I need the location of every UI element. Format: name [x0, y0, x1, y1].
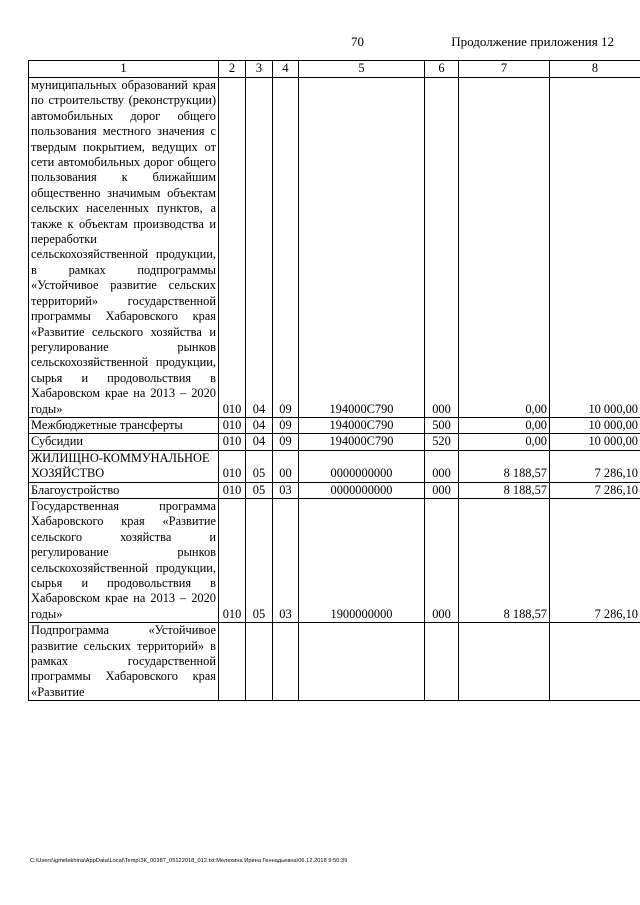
table-row	[29, 623, 640, 701]
subsection-code: 00	[273, 450, 299, 482]
target-article-code: 194000С790	[299, 78, 425, 418]
admin-code: 010	[219, 498, 246, 622]
amount-col8	[550, 623, 640, 701]
amount-col8: 10 000,00	[550, 78, 640, 418]
section-code: 04	[246, 417, 273, 433]
expense-type-code: 000	[425, 482, 459, 498]
admin-code: 010	[219, 434, 246, 450]
table-row	[29, 450, 640, 482]
section-code: 04	[246, 78, 273, 418]
expense-type-code	[425, 623, 459, 701]
subsection-code: 09	[273, 434, 299, 450]
amount-col7: 8 188,57	[459, 482, 550, 498]
column-header: 8	[550, 61, 640, 78]
amount-col7: 8 188,57	[459, 450, 550, 482]
row-name: Подпрограмма «Устойчивое развитие сельских территорий» в рамках государственной программы Хабаровского края «Развитие	[29, 623, 219, 701]
column-header: 3	[246, 61, 273, 78]
page-number: 70	[351, 34, 364, 49]
target-article-code: 0000000000	[299, 482, 425, 498]
budget-table	[28, 60, 640, 701]
amount-col8: 7 286,10	[550, 450, 640, 482]
subsection-code: 09	[273, 78, 299, 418]
column-header: 7	[459, 61, 550, 78]
expense-type-code: 000	[425, 498, 459, 622]
table-row	[29, 482, 640, 498]
section-code: 05	[246, 498, 273, 622]
row-name: Благоустройство	[29, 482, 219, 498]
column-header: 6	[425, 61, 459, 78]
table-body	[29, 78, 640, 701]
expense-type-code: 520	[425, 434, 459, 450]
file-path-footer: C:\Users\igmelekhina\AppData\Local\Temp\ЗК_00387_05122018_012.txt:Мелехина Ирина Геннадьевна\06.12.2018 9:50:39	[30, 858, 348, 864]
amount-col7: 0,00	[459, 434, 550, 450]
row-name: муниципальных образований края по строительству (реконструкции) автомобильных дорог общего пользования местного значения с твердым покрытием, ведущих от сети автомобильных дорог общего пользования к ближайшим общественно значимым объектам сельских населенных пунктов, а также к объектам производства и переработки сельскохозяйственной продукции, в рамках подпрограммы «Устойчивое развитие сельских территорий» государственной программы Хабаровского края «Развитие сельского хозяйства и регулирование рынков сельскохозяйственной продукции, сырья и продовольствия в Хабаровском крае на 2013 – 2020 годы»	[29, 78, 219, 418]
target-article-code: 194000С790	[299, 417, 425, 433]
column-header: 1	[29, 61, 219, 78]
amount-col8: 7 286,10	[550, 482, 640, 498]
column-header: 4	[273, 61, 299, 78]
target-article-code	[299, 623, 425, 701]
amount-col8: 10 000,00	[550, 434, 640, 450]
subsection-code: 09	[273, 417, 299, 433]
row-name: Межбюджетные трансферты	[29, 417, 219, 433]
amount-col7	[459, 623, 550, 701]
section-code: 04	[246, 434, 273, 450]
table-header-row	[29, 61, 640, 78]
subsection-code: 03	[273, 482, 299, 498]
section-code: 05	[246, 450, 273, 482]
admin-code	[219, 623, 246, 701]
page-header: Продолжение приложения 12	[451, 34, 614, 49]
row-name: ЖИЛИЩНО-КОММУНАЛЬНОЕ ХОЗЯЙСТВО	[29, 450, 219, 482]
column-header: 5	[299, 61, 425, 78]
target-article-code: 0000000000	[299, 450, 425, 482]
amount-col7: 0,00	[459, 78, 550, 418]
expense-type-code: 000	[425, 450, 459, 482]
table-row	[29, 417, 640, 433]
amount-col8: 7 286,10	[550, 498, 640, 622]
amount-col7: 8 188,57	[459, 498, 550, 622]
table-header	[29, 61, 640, 78]
column-header: 2	[219, 61, 246, 78]
expense-type-code: 000	[425, 78, 459, 418]
target-article-code: 194000С790	[299, 434, 425, 450]
row-name: Субсидии	[29, 434, 219, 450]
expense-type-code: 500	[425, 417, 459, 433]
admin-code: 010	[219, 78, 246, 418]
target-article-code: 1900000000	[299, 498, 425, 622]
row-name: Государственная программа Хабаровского края «Развитие сельского хозяйства и регулирование рынков сельскохозяйственной продукции, сырья и продовольствия в Хабаровском крае на 2013 – 2020 годы»	[29, 498, 219, 622]
amount-col7: 0,00	[459, 417, 550, 433]
admin-code: 010	[219, 417, 246, 433]
admin-code: 010	[219, 482, 246, 498]
subsection-code	[273, 623, 299, 701]
table-row	[29, 78, 640, 418]
table-row	[29, 498, 640, 622]
admin-code: 010	[219, 450, 246, 482]
subsection-code: 03	[273, 498, 299, 622]
section-code: 05	[246, 482, 273, 498]
section-code	[246, 623, 273, 701]
table-row	[29, 434, 640, 450]
amount-col8: 10 000,00	[550, 417, 640, 433]
